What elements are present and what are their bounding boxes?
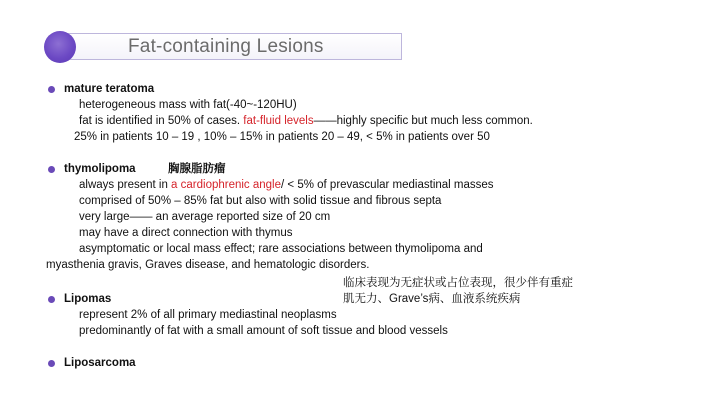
teratoma-line-1: heterogeneous mass with fat(-40~-120HU) (79, 99, 297, 111)
bullet-liposarcoma-icon (48, 360, 55, 367)
lipomas-line-1: represent 2% of all primary mediastinal neoplasms (79, 309, 337, 321)
heading-thymolipoma: thymolipoma (64, 163, 136, 175)
teratoma-line-2c: ——highly specific but much less common. (313, 115, 533, 127)
thymolipoma-line-6: myasthenia gravis, Graves disease, and hematologic disorders. (46, 259, 370, 271)
heading-liposarcoma: Liposarcoma (64, 357, 136, 369)
bullet-teratoma-icon (48, 86, 55, 93)
fat-fluid-levels-highlight: fat-fluid levels (243, 115, 314, 127)
teratoma-line-2 (79, 114, 533, 128)
slide-title: Fat-containing Lesions (128, 36, 324, 57)
lipomas-line-2: predominantly of fat with a small amount of soft tissue and blood vessels (79, 325, 448, 337)
heading-thymolipoma-cn: 胸腺脂肪瘤 (168, 163, 226, 175)
cardiophrenic-angle-highlight: a cardiophrenic angle (171, 179, 282, 191)
teratoma-line-2a: fat is identified in 50% of cases. (79, 115, 244, 127)
heading-lipomas: Lipomas (64, 293, 112, 305)
thymolipoma-cn-line-1: 临床表现为无症状或占位表现，很少伴有重症 (343, 277, 573, 289)
thymolipoma-line-5: asymptomatic or local mass effect; rare associations between thymolipoma and (79, 243, 483, 255)
teratoma-line-3: 25% in patients 10 – 19 , 10% – 15% in patients 20 – 49, < 5% in patients over 50 (74, 131, 490, 143)
bullet-lipomas-icon (48, 296, 55, 303)
title-circle-icon (44, 31, 76, 63)
thymolipoma-line-3: very large—— an average reported size of 20 cm (79, 211, 331, 223)
thymolipoma-line-2: comprised of 50% – 85% fat but also with solid tissue and fibrous septa (79, 195, 442, 207)
thymolipoma-line-1 (79, 178, 494, 192)
thymolipoma-line-1a: always present in (79, 179, 172, 191)
bullet-thymolipoma-icon (48, 166, 55, 173)
thymolipoma-line-1c: / < 5% of prevascular mediastinal masses (281, 179, 494, 191)
heading-teratoma: mature teratoma (64, 83, 155, 95)
thymolipoma-line-4: may have a direct connection with thymus (79, 227, 293, 239)
thymolipoma-cn-line-2: 肌无力、Grave’s病、血液系统疾病 (343, 293, 521, 305)
